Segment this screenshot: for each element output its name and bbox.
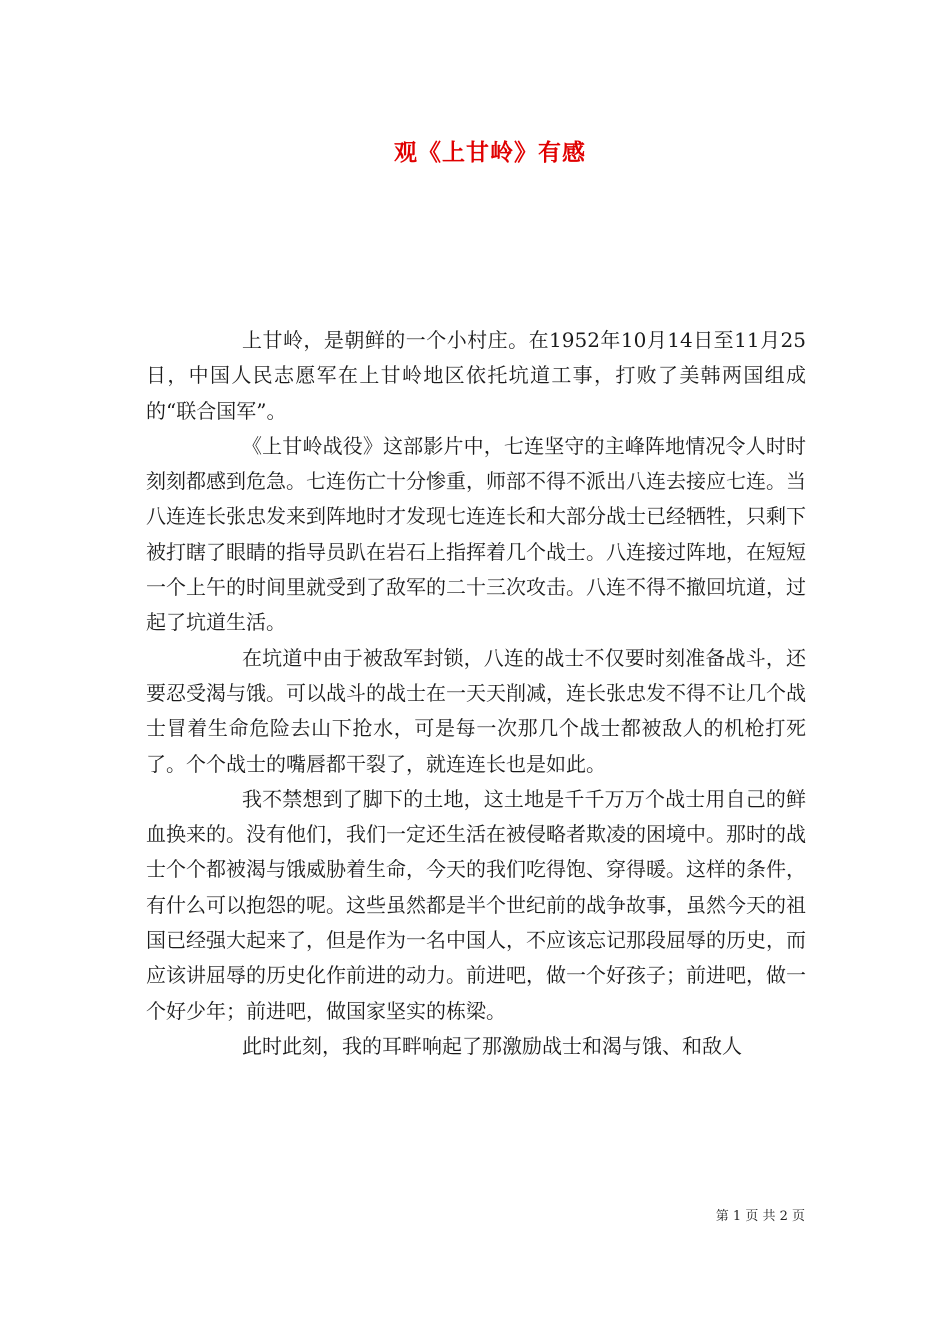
paragraph-2: 《上甘岭战役》这部影片中，七连坚守的主峰阵地情况令人时时刻刻都感到危急。七连伤亡十分惨重，师部不得不派出八连去接应七连。当八连连长张忠发来到阵地时才发现七连连长和大部分战士已经牺牲，只剩下被打瞎了眼睛的指导员趴在岩石上指挥着几个战士。八连接过阵地，在短短一个上午的时间里就受到了敌军的二十三次攻击。八连不得不撤回坑道，过起了坑道生活。 — [146, 433, 806, 635]
paragraph-4: 我不禁想到了脚下的土地，这土地是千千万万个战士用自己的鲜血换来的。没有他们，我们一定还生活在被侵略者欺凌的困境中。那时的战士个个都被渴与饿威胁着生命，今天的我们吃得饱、穿得暖。这样的条件，有什么可以抱怨的呢。这些虽然都是半个世纪前的战争故事，虽然今天的祖国已经强大起来了，但是作为一名中国人，不应该忘记那段屈辱的历史，而应该讲屈辱的历史化作前进的动力。前进吧，做一个好孩子；前进吧，做一个好少年；前进吧，做国家坚实的栋梁。 — [146, 786, 806, 1023]
page-footer: 第 1 页 共 2 页 — [715, 1209, 805, 1224]
paragraph-5: 此时此刻，我的耳畔响起了那激励战士和渴与饿、和敌人 — [242, 1033, 742, 1058]
paragraph-1: 上甘岭，是朝鲜的一个小村庄。在1952年10月14日至11月25日，中国人民志愿军在上甘岭地区依托坑道工事，打败了美韩两国组成的“联合国军”。 — [146, 328, 806, 423]
document-title: 观《上甘岭》有感 — [394, 139, 586, 166]
document-body — [146, 323, 806, 1064]
paragraph-3: 在坑道中由于被敌军封锁，八连的战士不仅要时刻准备战斗，还要忍受渴与饿。可以战斗的战士在一天天削减，连长张忠发不得不让几个战士冒着生命危险去山下抢水，可是每一次那几个战士都被敌人的机枪打死了。个个战士的嘴唇都干裂了，就连连长也是如此。 — [146, 645, 806, 776]
